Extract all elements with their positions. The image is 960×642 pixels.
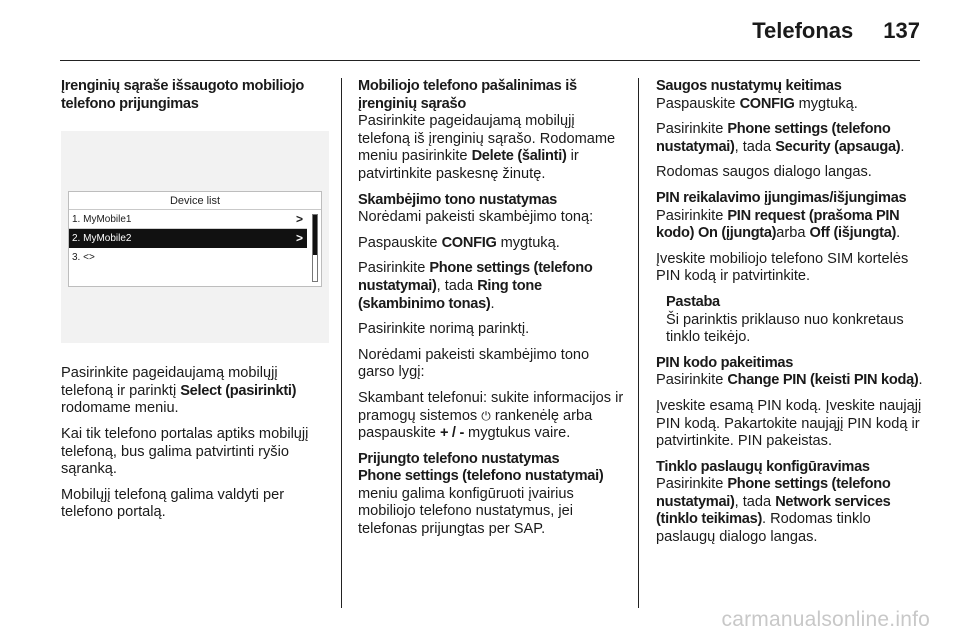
- text: Paspauskite: [358, 234, 442, 251]
- menu-option-delete: Delete (šalinti): [471, 148, 567, 165]
- text: Pasirinkite: [656, 121, 728, 138]
- column-divider-2: [638, 78, 639, 608]
- text: rankenėlę arba paspauskite: [358, 407, 593, 442]
- text: Pasirinkite: [656, 207, 728, 224]
- paragraph: Norėdami pakeisti skambėjimo tono garso lygį:: [358, 346, 590, 381]
- device-list-screen: [68, 191, 322, 287]
- text: Pasirinkite: [656, 372, 728, 389]
- menu-option-off: Off (išjungta): [809, 225, 897, 242]
- column-2: [358, 78, 624, 547]
- column-divider-1: [341, 78, 342, 608]
- text: , tada: [436, 277, 478, 294]
- text: arba: [776, 225, 810, 242]
- text: ir patvirtinkite paskesnę žinutę.: [358, 148, 579, 182]
- text: mygtukus vaire.: [464, 425, 571, 442]
- page-header: [752, 18, 920, 52]
- menu-option-network-services: Network services (tinklo teikimas): [656, 493, 891, 528]
- paragraph: [358, 235, 624, 253]
- menu-option-phone-settings: Phone settings (telefono nustatymai): [656, 476, 891, 510]
- heading-network-services: Tinklo paslaugų konfigūravimas: [656, 458, 870, 475]
- button-name-config: CONFIG: [739, 95, 795, 112]
- text: Skambant telefonui: sukite informacijos ir pramogų sistemos: [358, 389, 624, 424]
- paragraph: [358, 260, 624, 313]
- column-3: [656, 78, 924, 555]
- text: mygtuką.: [794, 95, 858, 112]
- paragraph: [358, 113, 624, 183]
- paragraph: [656, 208, 924, 243]
- text: meniu galima konfigūruoti įvairius mobiliojo telefono nustatymus, jei telefonas prijungtas per SAP.: [358, 485, 574, 538]
- watermark: carmanualsonline.info: [721, 608, 930, 631]
- paragraph: [358, 468, 624, 538]
- text: , tada: [734, 138, 776, 155]
- menu-option-pin-request-on: PIN request (prašoma PIN kodo) On (įjungta): [656, 207, 900, 242]
- heading-connected-phone: Prijungto telefono nustatymas: [358, 450, 560, 467]
- paragraph: Pasirinkite norimą parinktį.: [358, 321, 530, 338]
- text: mygtuką.: [496, 234, 560, 251]
- note-box: [656, 294, 924, 347]
- paragraph: [358, 390, 624, 443]
- section-connected-phone: [358, 451, 624, 539]
- button-name-plus-minus: + / -: [439, 425, 464, 442]
- text: . Rodomas tinklo paslaugų dialogo langas.: [656, 511, 871, 546]
- page-number: 137: [883, 18, 920, 43]
- note-heading: Pastaba: [666, 293, 720, 310]
- device-list-item[interactable]: [69, 210, 307, 229]
- heading-pin-request: PIN reikalavimo įjungimas/išjungimas: [656, 189, 907, 206]
- paragraph: Mobilųjį telefoną galima valdyti per telefono portalą.: [61, 486, 285, 521]
- section-security: [656, 78, 924, 113]
- heading-security: Saugos nustatymų keitimas: [656, 78, 842, 94]
- paragraph: [656, 121, 924, 156]
- menu-option-change-pin: Change PIN (keisti PIN kodą): [727, 372, 919, 389]
- text: , tada: [734, 493, 776, 510]
- heading-change-pin: PIN kodo pakeitimas: [656, 354, 794, 371]
- section-pin-request: [656, 190, 924, 243]
- text: Paspauskite: [656, 95, 740, 112]
- text: .: [918, 372, 923, 389]
- device-list-scrollbar[interactable]: [312, 214, 318, 282]
- text: Pasirinkite: [656, 476, 728, 493]
- text: .: [896, 225, 901, 242]
- menu-option-phone-settings: Phone settings (telefono nustatymai): [358, 260, 593, 294]
- section-title: Telefonas: [752, 18, 854, 43]
- device-list-item-selected[interactable]: [69, 229, 307, 248]
- menu-option-phone-settings: Phone settings (telefono nustatymai): [358, 468, 604, 485]
- device-list-title: Device list: [69, 192, 321, 210]
- paragraph: [656, 476, 924, 546]
- heading-remove-phone: Mobiliojo telefono pašalinimas iš įrenginių sąrašo: [358, 78, 577, 112]
- power-knob-icon: ⏻: [481, 408, 491, 423]
- menu-option-select: Select (pasirinkti): [180, 382, 297, 399]
- text: .: [490, 295, 495, 312]
- device-item-label: 1. MyMobile1: [72, 214, 132, 226]
- text: Pasirinkite pageidaujamą mobilųjį telefoną ir parinktį: [61, 365, 278, 399]
- text: Pasirinkite: [358, 260, 430, 277]
- heading-connect-saved: Įrenginių sąraše išsaugoto mobiliojo telefono prijungimas: [61, 78, 305, 112]
- paragraph: [61, 365, 329, 418]
- column-1: [61, 78, 329, 530]
- text: .: [900, 138, 905, 155]
- text: Pasirinkite pageidaujamą mobilųjį telefoną iš įrenginių sąrašo. Rodomame meniu pasirinkite: [358, 113, 616, 165]
- paragraph: Norėdami pakeisti skambėjimo toną:: [358, 209, 594, 226]
- paragraph: [656, 372, 924, 390]
- device-list-item[interactable]: [69, 248, 307, 267]
- section-remove-phone: [358, 78, 624, 184]
- device-item-label: 2. MyMobile2: [72, 233, 132, 245]
- section-change-pin: [656, 355, 924, 390]
- menu-option-phone-settings: Phone settings (telefono nustatymai): [656, 121, 891, 155]
- device-list-figure: [61, 131, 329, 343]
- paragraph: Įveskite esamą PIN kodą. Įveskite naująjį PIN kodą. Pakartokite naująjį PIN kodą ir patvirtinkite. PIN pakeistas.: [656, 397, 922, 450]
- chevron-right-icon: >: [295, 212, 303, 227]
- paragraph: [656, 96, 924, 114]
- chevron-right-icon: >: [295, 231, 303, 246]
- section-ring-tone: [358, 192, 624, 227]
- heading-ring-tone: Skambėjimo tono nustatymas: [358, 191, 557, 208]
- paragraph: Kai tik telefono portalas aptiks mobilųjį telefoną, bus galima patvirtinti ryšio sąranką.: [61, 425, 309, 478]
- section-network-services: [656, 459, 924, 547]
- button-name-config: CONFIG: [441, 234, 497, 251]
- menu-option-security: Security (apsauga): [775, 138, 901, 155]
- scrollbar-thumb[interactable]: [313, 215, 317, 255]
- header-rule: [60, 60, 920, 61]
- paragraph: Rodomas saugos dialogo langas.: [656, 164, 872, 181]
- device-item-label: 3. <>: [72, 252, 95, 264]
- menu-option-ring-tone: Ring tone (skambinimo tonas): [358, 277, 542, 312]
- note-text: Ši parinktis priklauso nuo konkretaus tinklo teikėjo.: [666, 311, 904, 346]
- paragraph: Įveskite mobiliojo telefono SIM kortelės PIN kodą ir patvirtinkite.: [656, 250, 909, 285]
- text: rodomame meniu.: [61, 400, 179, 417]
